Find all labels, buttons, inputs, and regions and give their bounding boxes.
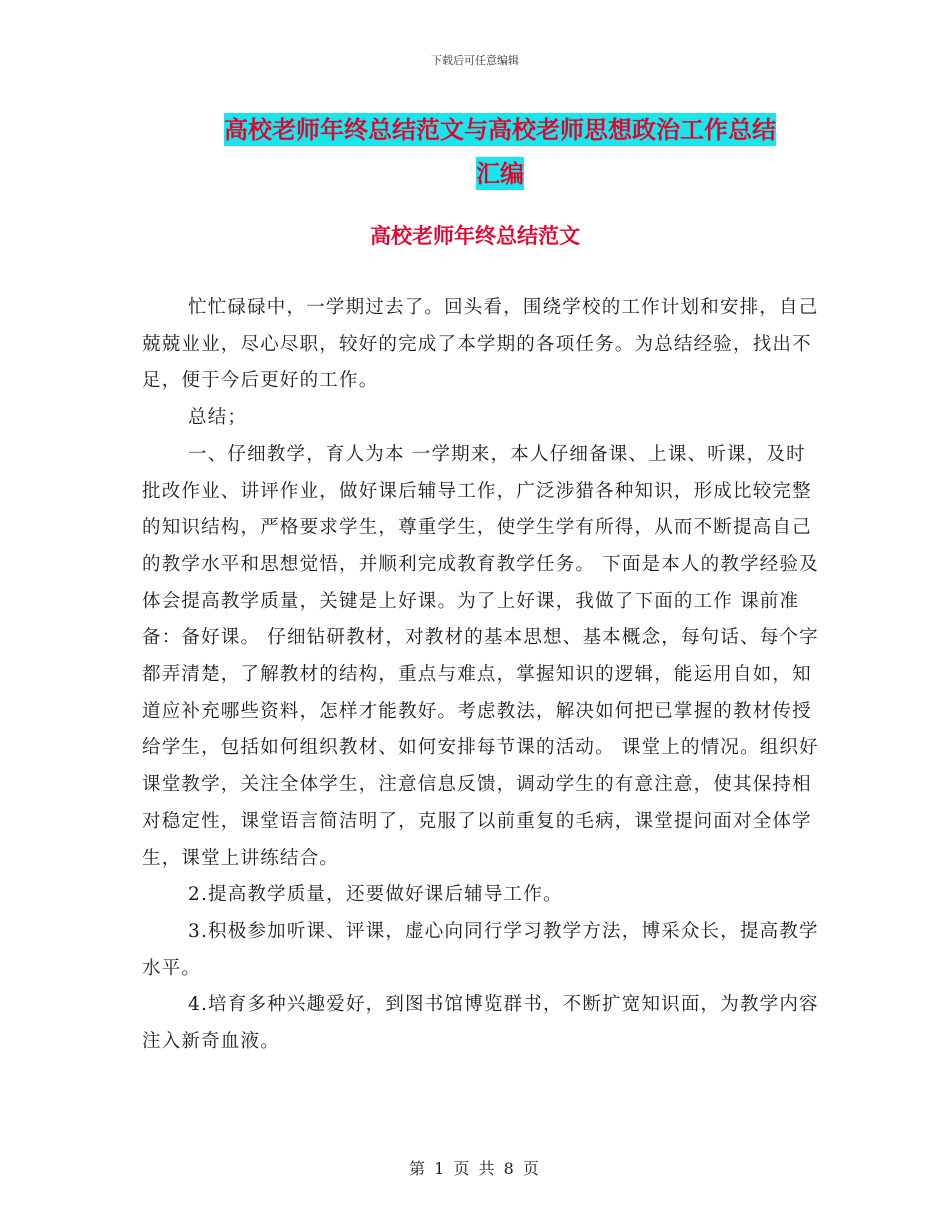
title-line-2: 汇编 [476, 159, 524, 188]
paragraph-item-4: 4.培育多种兴趣爱好，到图书馆博览群书，不断扩宽知识面，为教学内容注入新奇血液。 [142, 994, 819, 1053]
paragraph-item-2: 2.提高教学质量，还要做好课后辅导工作。 [188, 884, 563, 906]
title-line-1: 高校老师年终总结范文与高校老师思想政治工作总结 [224, 115, 776, 144]
paragraph-section-one: 一、仔细教学，育人为本 一学期来，本人仔细备课、上课、听课，及时批改作业、讲评作业，做好课后辅导工作，广泛涉猎各种知识，形成比较完整的知识结构，严格要求学生，尊重学生，使学生学有所得，从而不断提高自己的教学水平和思想觉悟，并顺利完成教育教学任务。 下面是本人的教学经验及体会提高教学质量，关键是上好课。为了上好课，我做了下面的工作 课前准备：备好课。 仔细钻研教材，对教材的基本思想、基本概念，每句话、每个字都弄清楚，了解教材的结构，重点与难点，掌握知识的逻辑，能运用自如，知道应补充哪些资料，怎样才能教好。考虑教法，解决如何把已掌握的教材传授给学生，包括如何组织教材、如何安排每节课的活动。 课堂上的情况。组织好课堂教学，关注全体学生，注意信息反馈，调动学生的有意注意，使其保持相对稳定性，课堂语言简洁明了，克服了以前重复的毛病，课堂提问面对全体学生，课堂上讲练结合。 [142, 443, 819, 869]
paragraph-summary-label: 总结； [188, 407, 248, 429]
document-body [142, 290, 822, 1061]
paragraph-item-3: 3.积极参加听课、评课，虚心向同行学习教学方法，博采众长，提高教学水平。 [142, 920, 819, 979]
section-heading: 高校老师年终总结范文 [370, 223, 580, 248]
header-note: 下载后可任意编辑 [431, 54, 519, 67]
paragraph-intro: 忙忙碌碌中，一学期过去了。回头看，围绕学校的工作计划和安排，自己兢兢业业，尽心尽职，较好的完成了本学期的各项任务。为总结经验，找出不足，便于今后更好的工作。 [142, 297, 819, 392]
page-number: 第 1 页 共 8 页 [409, 1159, 541, 1178]
document-title [150, 108, 850, 196]
